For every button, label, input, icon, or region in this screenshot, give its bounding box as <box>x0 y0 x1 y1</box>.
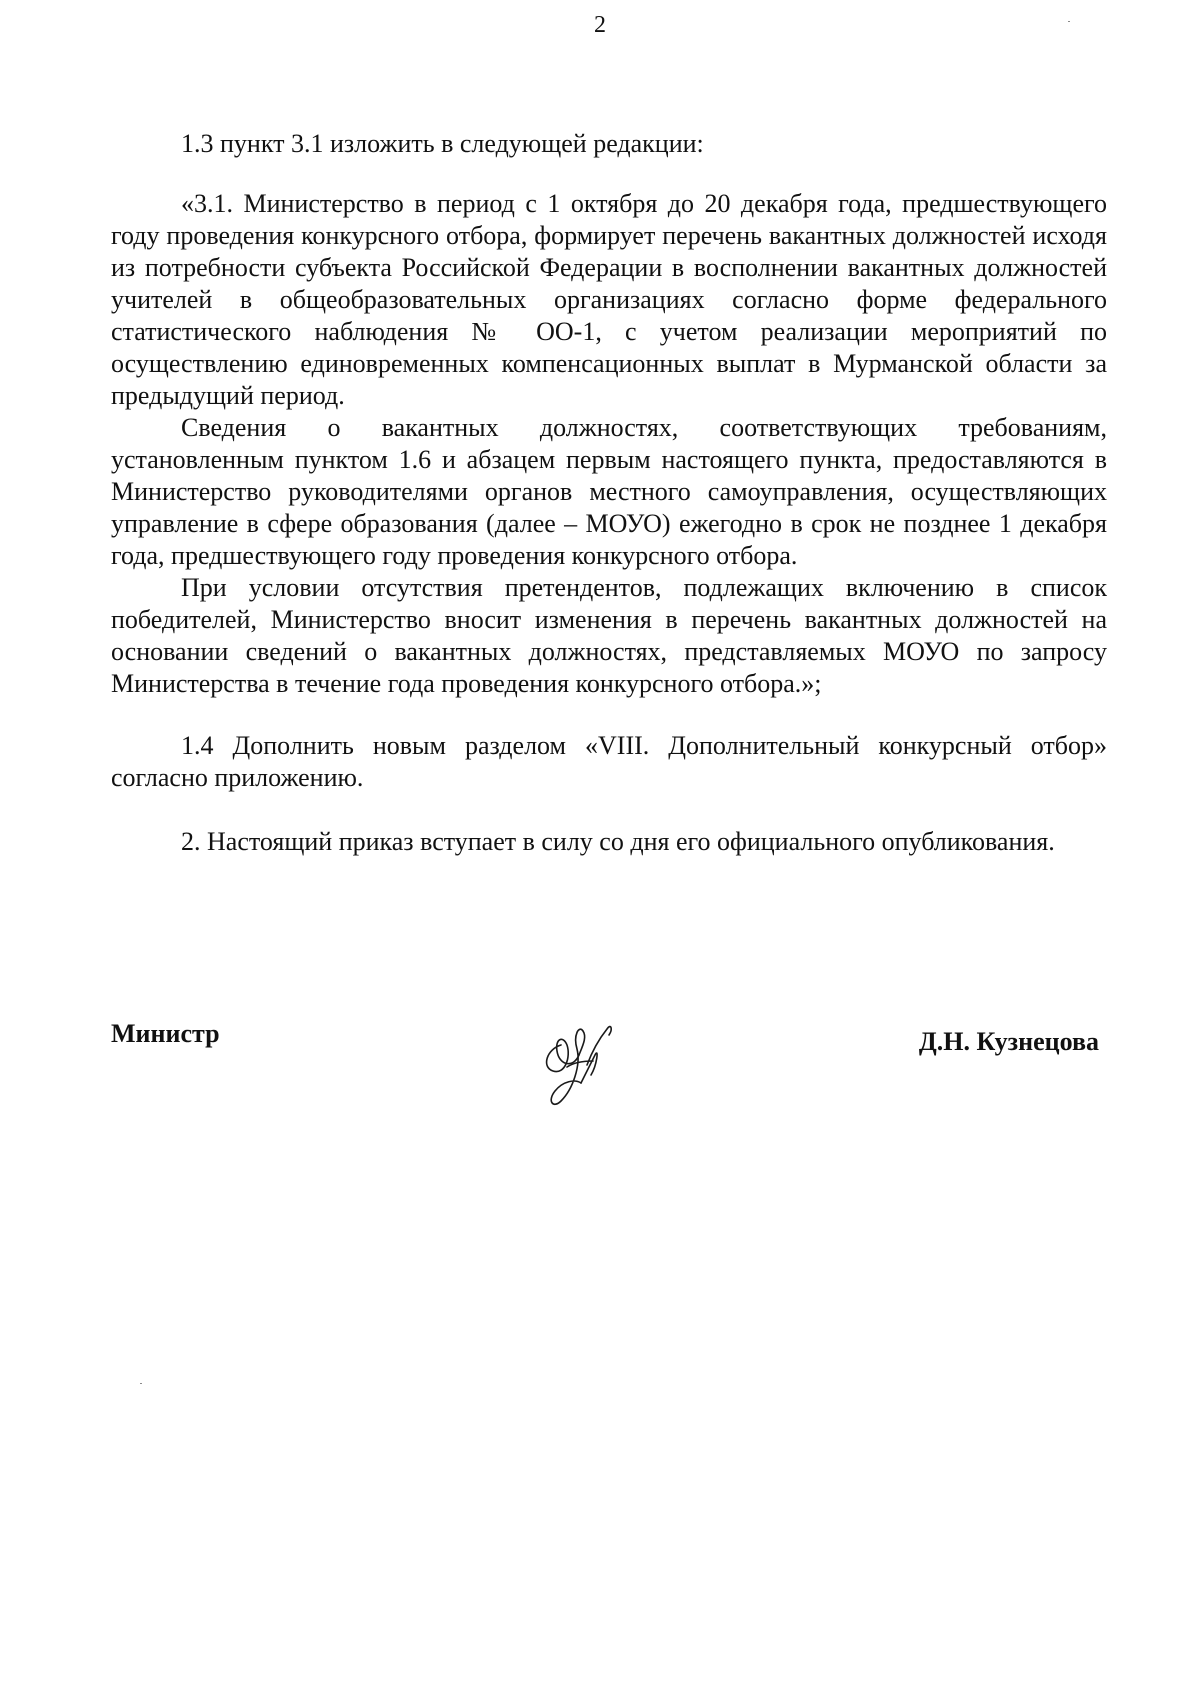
paragraph-vacancy-info: Сведения о вакантных должностях, соответствующих требованиям, установленным пунктом 1.6 и абзацем первым настоящего пункта, предоставляются в Министерство руководителями органов местного самоуправления, осуществляющих управление в сфере образования (далее – МОУО) ежегодно в срок не позднее 1 декабря года, предшествующего году проведения конкурсного отбора. <box>111 413 1107 570</box>
signatory-title: Министр <box>111 1019 220 1048</box>
paragraph-item-2: 2. Настоящий приказ вступает в силу со дня его официального опубликования. <box>181 827 1055 856</box>
paragraph-no-candidates: При условии отсутствия претендентов, подлежащих включению в список победителей, Министерство вносит изменения в перечень вакантных должностей на основании сведений о вакантных должностях, представляемых МОУО по запросу Министерства в течение года проведения конкурсного отбора.»; <box>111 573 1107 698</box>
scan-speck <box>140 1383 142 1384</box>
paragraph-item-1-3: 1.3 пункт 3.1 изложить в следующей редакции: <box>181 129 704 158</box>
paragraph-item-1-4: 1.4 Дополнить новым разделом «VIII. Дополнительный конкурсный отбор» согласно приложению. <box>111 731 1107 792</box>
signature-block <box>111 1005 1107 1125</box>
document-body <box>111 128 1107 858</box>
scan-speck <box>1068 21 1070 22</box>
signatory-name: Д.Н. Кузнецова <box>918 1027 1099 1056</box>
paragraph-clause-3-1: «3.1. Министерство в период с 1 октября до 20 декабря года, предшествующего году проведения конкурсного отбора, формирует перечень вакантных должностей исходя из потребности субъекта Российской Федерации в восполнении вакантных должностей учителей в общеобразовательных организациях согласно форме федерального статистического наблюдения № ОО-1, с учетом реализации мероприятий по осуществлению единовременных компенсационных выплат в Мурманской области за предыдущий период. <box>111 189 1107 410</box>
handwritten-signature <box>527 1005 627 1115</box>
page-number: 2 <box>594 12 606 38</box>
